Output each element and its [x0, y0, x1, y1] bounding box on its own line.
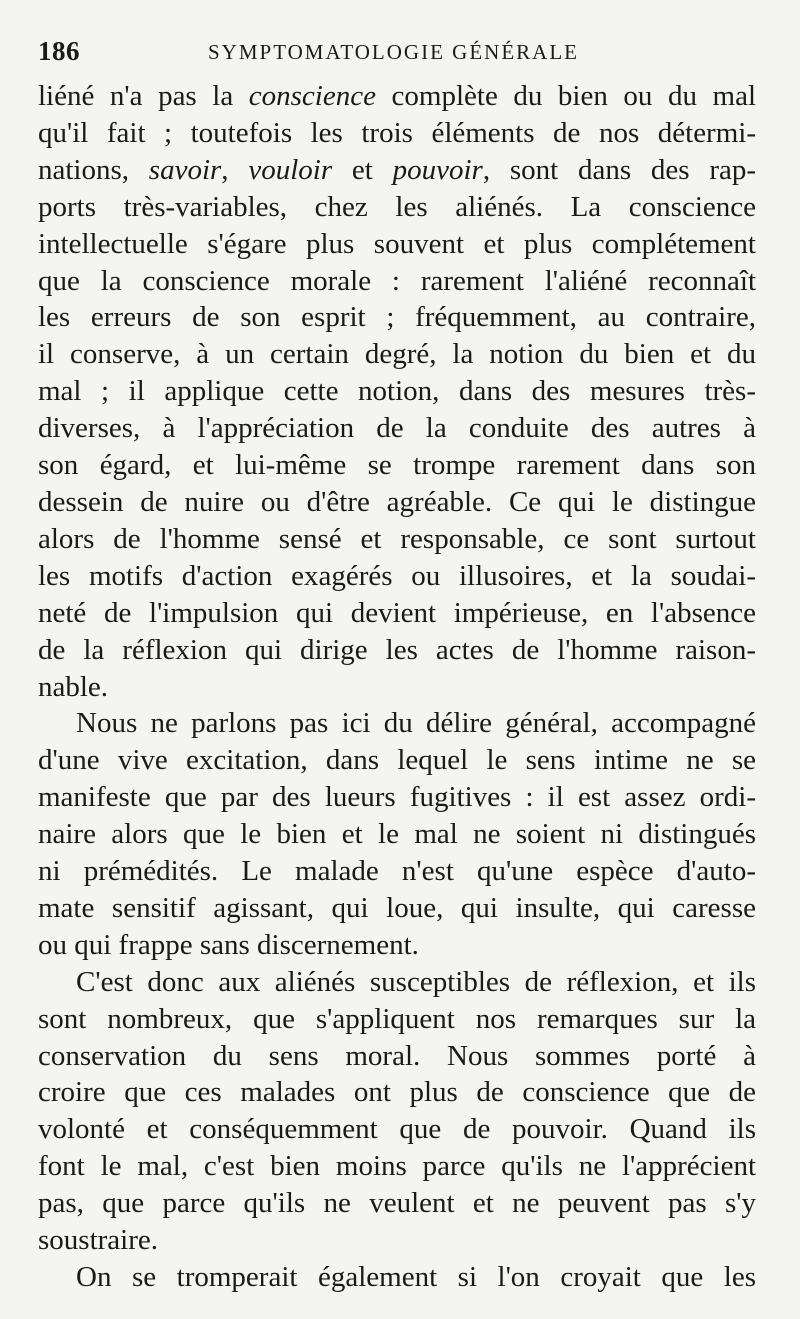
paragraph [38, 705, 756, 963]
text-line [38, 1111, 756, 1148]
text-run: soustraire. [38, 1224, 158, 1257]
text-line [38, 927, 756, 964]
text-line [38, 595, 756, 632]
text-run: les motifs d'action exagérés ou illusoires, et la soudai- [38, 559, 756, 592]
text-line [38, 853, 756, 890]
text-run: On se tromperait également si l'on croyait que les [76, 1261, 756, 1293]
text-run: il conserve, à un certain degré, la notion du bien et du [38, 338, 756, 371]
text-run: d'une vive excitation, dans lequel le sens intime ne se [38, 744, 756, 777]
text-line [38, 742, 756, 779]
text-run: C'est donc aux aliénés susceptibles de réflexion, et ils [76, 965, 756, 998]
text-line [38, 1001, 756, 1038]
text-line [38, 78, 756, 115]
paragraph [38, 1259, 756, 1296]
text-run: naire alors que le bien et le mal ne soient ni distingués [38, 818, 756, 851]
text-line [38, 1259, 756, 1296]
text-run: mal ; il applique cette notion, dans des mesures très- [38, 375, 756, 408]
text-run: dessein de nuire ou d'être agréable. Ce qui le distingue [38, 485, 756, 518]
text-line [38, 890, 756, 927]
text-line [38, 521, 756, 558]
text-run: nations, [38, 153, 149, 186]
text-run: , sont dans des rap- [482, 153, 756, 186]
text-line [38, 558, 756, 595]
italic-term: vouloir [248, 153, 333, 186]
text-run: alors de l'homme sensé et responsable, ce sont surtout [38, 522, 756, 555]
paragraph [38, 964, 756, 1259]
text-line [38, 1185, 756, 1222]
text-run: qu'il fait ; toutefois les trois éléments de nos détermi- [38, 116, 756, 149]
italic-term: conscience [248, 80, 376, 112]
text-run: complète du bien ou du mal [375, 80, 756, 112]
text-line [38, 336, 756, 373]
body-text [38, 78, 756, 1296]
text-line [38, 299, 756, 336]
text-run: Nous ne parlons pas ici du délire général, accompagné [76, 707, 756, 740]
running-title: SYMPTOMATOLOGIE GÉNÉRALE [208, 40, 579, 64]
text-line [38, 669, 756, 706]
text-line [38, 447, 756, 484]
page-header [38, 36, 758, 70]
text-run: mate sensitif agissant, qui loue, qui insulte, qui caresse [38, 891, 756, 924]
text-run: neté de l'impulsion qui devient impérieuse, en l'absence [38, 596, 756, 629]
text-run: sont nombreux, que s'appliquent nos remarques sur la [38, 1002, 756, 1035]
italic-term: pouvoir [392, 153, 483, 186]
text-run: nable. [38, 670, 109, 703]
text-run: , [221, 153, 249, 186]
text-run: les erreurs de son esprit ; fréquemment, au contraire, [38, 301, 756, 334]
text-line [38, 1222, 756, 1259]
text-run: que la conscience morale : rarement l'aliéné reconnaît [38, 264, 756, 297]
text-run: croire que ces malades ont plus de conscience que de [38, 1076, 756, 1109]
text-line [38, 189, 756, 226]
text-line [38, 152, 756, 189]
text-run: font le mal, c'est bien moins parce qu'ils ne l'apprécient [38, 1150, 756, 1183]
text-line [38, 964, 756, 1001]
text-run: pas, que parce qu'ils ne veulent et ne peuvent pas s'y [38, 1187, 756, 1220]
text-run: ports très-variables, chez les aliénés. La conscience [38, 190, 756, 223]
text-run: manifeste que par des lueurs fugitives : il est assez ordi- [38, 781, 756, 814]
text-run: liéné n'a pas la [38, 80, 249, 112]
text-line [38, 484, 756, 521]
text-run: de la réflexion qui dirige les actes de l'homme raison- [38, 633, 756, 666]
text-run: et [332, 153, 393, 186]
text-line [38, 1038, 756, 1075]
text-line [38, 1074, 756, 1111]
text-line [38, 263, 756, 300]
text-run: conservation du sens moral. Nous sommes porté à [38, 1039, 756, 1072]
text-line [38, 816, 756, 853]
text-run: son égard, et lui-même se trompe rarement dans son [38, 449, 756, 482]
text-run: intellectuelle s'égare plus souvent et plus complétement [38, 227, 756, 260]
text-line [38, 1148, 756, 1185]
text-line [38, 226, 756, 263]
text-run: ni prémédités. Le malade n'est qu'une espèce d'auto- [38, 855, 756, 888]
paragraph [38, 78, 756, 705]
text-line [38, 115, 756, 152]
italic-term: savoir [148, 153, 222, 186]
text-line [38, 410, 756, 447]
text-line [38, 632, 756, 669]
text-run: volonté et conséquemment que de pouvoir. Quand ils [38, 1113, 756, 1146]
text-line [38, 705, 756, 742]
text-line [38, 779, 756, 816]
text-run: ou qui frappe sans discernement. [38, 928, 419, 961]
page-number: 186 [38, 36, 80, 66]
text-run: diverses, à l'appréciation de la conduite des autres à [38, 412, 756, 445]
text-line [38, 373, 756, 410]
